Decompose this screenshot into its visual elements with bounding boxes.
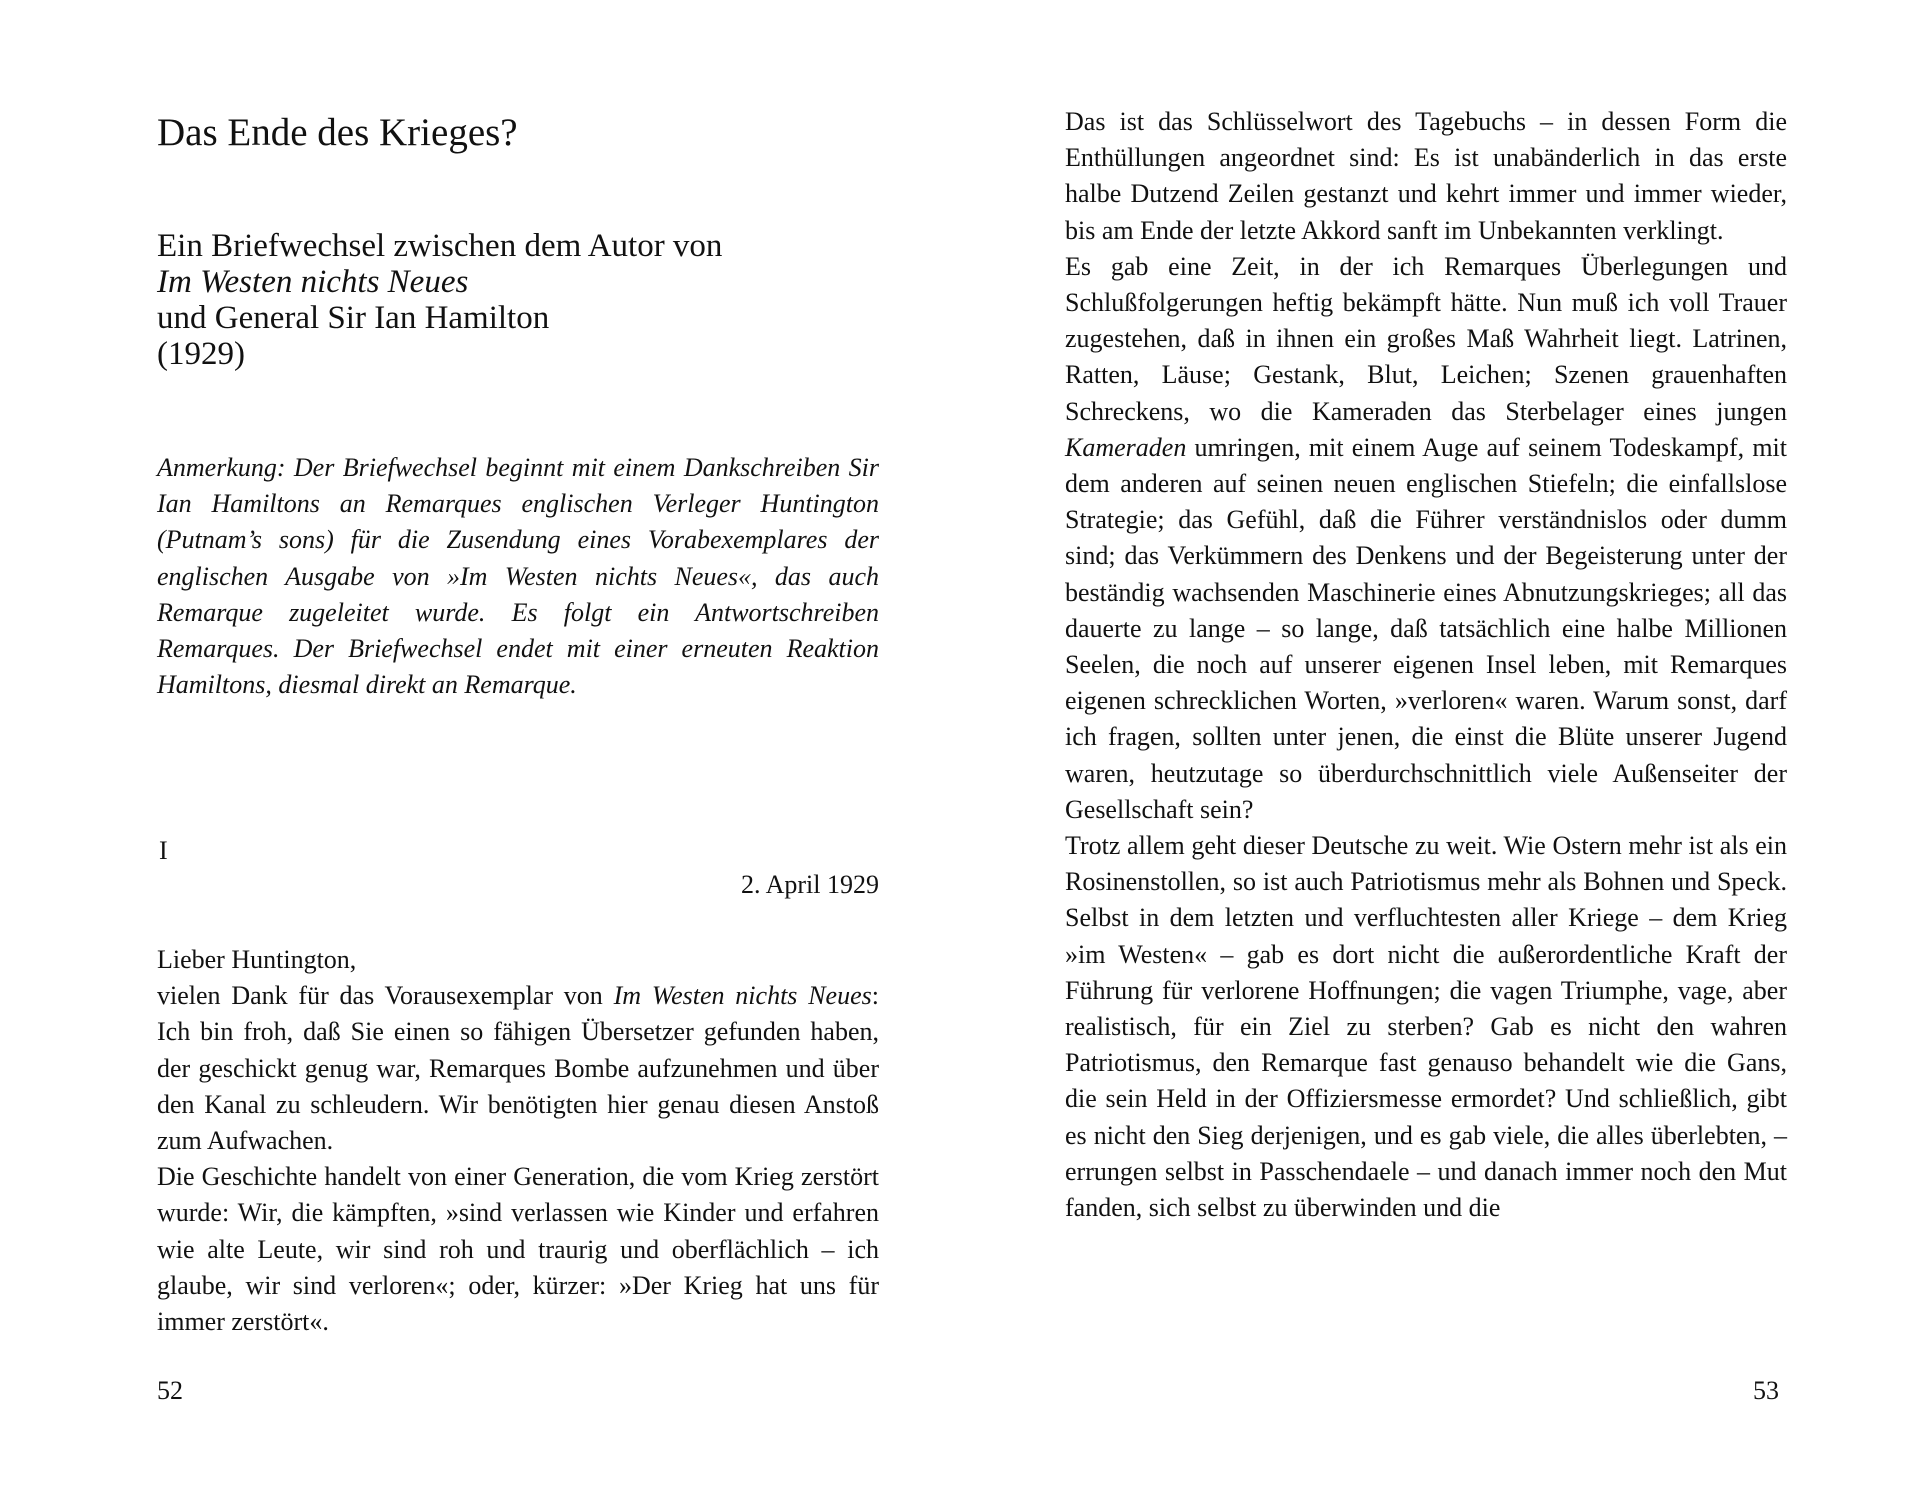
letter-paragraph: Die Geschichte handelt von einer Generation, die vom Krieg zerstört wurde: Wir, die kämpften, »sind verlassen wie Kinder und erfahren wie alte Leute, wir sind roh und traurig und oberflächlich – ich glaube, wir sind verloren«; oder, kürzer: »Der Krieg hat uns für immer zerstört«. [157,1162,879,1337]
book-title-reference: Im Westen nichts Neues [613,981,872,1011]
text-run: : Ich bin froh, daß Sie einen so fähigen Übersetzer gefunden haben, der geschickt genug war, Remarques Bombe aufzunehmen und über den Kanal zu schleudern. Wir benötigten hier genau diesen Anstoß zum Aufwachen. [157,981,879,1156]
page-number: 52 [157,1376,183,1405]
text-run: Es gab eine Zeit, in der ich Remarques Überlegungen und Schlußfolgerungen heftig bekämpft hätte. Nun muß ich voll Trauer zugestehen, daß in ihnen ein großes Maß Wahrheit liegt. Latrinen, Ratten, Läuse; Gestank, Blut, Leichen; Szenen grauenhaften Schreckens, wo die Kameraden das Sterbelager eines jungen [1065,251,1787,426]
body-paragraph: Trotz allem geht dieser Deutsche zu weit. Wie Ostern mehr ist als ein Rosinenstollen, so ist auch Patriotismus mehr als Bohnen und Speck. Selbst in dem letzten und verfluchtesten aller Kriege – dem Krieg »im Westen« – gab es dort nicht die außerordentliche Kraft der Führung für verlorene Hoffnungen; die vagen Triumphe, vage, aber realistisch, für ein Ziel zu sterben? Gab es nicht den wahren Patriotismus, den Remarque fast genauso behandelt wie die Gans, die sein Held in der Offiziersmesse ermordet? Und schließlich, gibt es nicht den Sieg derjenigen, und es gab viele, die alles überlebten, – errungen selbst in Passchendaele – und danach immer noch den Mut fanden, sich selbst zu überwinden und die [1065,831,1787,1223]
body-paragraph: Das ist das Schlüsselwort des Tagebuchs – in dessen Form die Enthüllungen angeordnet sind: Es ist unabänderlich in das erste halbe Dutzend Zeilen gestanzt und kehrt immer und immer wieder, bis am Ende der letzte Akkord sanft im Unbekannten verklingt. [1065,107,1787,245]
editorial-note: Anmerkung: Der Briefwechsel beginnt mit einem Dankschreiben Sir Ian Hamiltons an Remarques englischen Verleger Huntington (Putnam’s sons) für die Zusendung eines Vorabexemplares der englischen Ausgabe von »Im Westen nichts Neues«, das auch Remarque zugeleitet wurde. Es folgt ein Antwortschreiben Remarques. Der Briefwechsel endet mit einer erneuten Reaktion Hamiltons, diesmal direkt an Remarque. [157,453,879,700]
subtitle-book-title: Im Westen nichts Neues [157,264,469,300]
emphasis-word: Kameraden [1065,432,1187,462]
subtitle-year: (1929) [157,336,245,372]
subtitle-line: und General Sir Ian Hamilton [157,300,550,336]
text-run: umringen, mit einem Auge auf seinem Todeskampf, mit dem anderen auf seinen neuen englischen Stiefeln; die einfallslose Strategie; das Gefühl, daß die Führer verständnislos oder dumm sind; das Verkümmern des Denkens und der Begeisterung unter der beständig wachsenden Maschinerie eines Abnutzungskrieges; all das dauerte zu lange – so lange, daß tatsächlich eine halbe Millionen Seelen, die noch auf unserer eigenen Insel leben, mit Remarques eigenen schrecklichen Worten, »verloren« waren. Warum sonst, darf ich fragen, sollten unter jenen, die einst die Blüte unserer Jugend waren, heutzutage so überdurchschnittlich viele Außenseiter der Gesellschaft sein? [1065,432,1787,824]
right-page [958,0,1916,1499]
page-number: 53 [1753,1376,1779,1405]
text-run: vielen Dank für das Vorausexemplar von [157,981,614,1011]
subtitle-line: Ein Briefwechsel zwischen dem Autor von [157,228,723,264]
letter-salutation: Lieber Huntington, [157,945,357,974]
chapter-title: Das Ende des Krieges? [157,111,518,154]
letter-paragraph [157,978,879,1159]
letter-date: 2. April 1929 [741,870,879,899]
chapter-subtitle [157,228,722,372]
body-paragraph [1065,249,1787,828]
letter-body [157,942,879,1340]
section-number: I [159,836,168,865]
body-text [1065,104,1787,1226]
